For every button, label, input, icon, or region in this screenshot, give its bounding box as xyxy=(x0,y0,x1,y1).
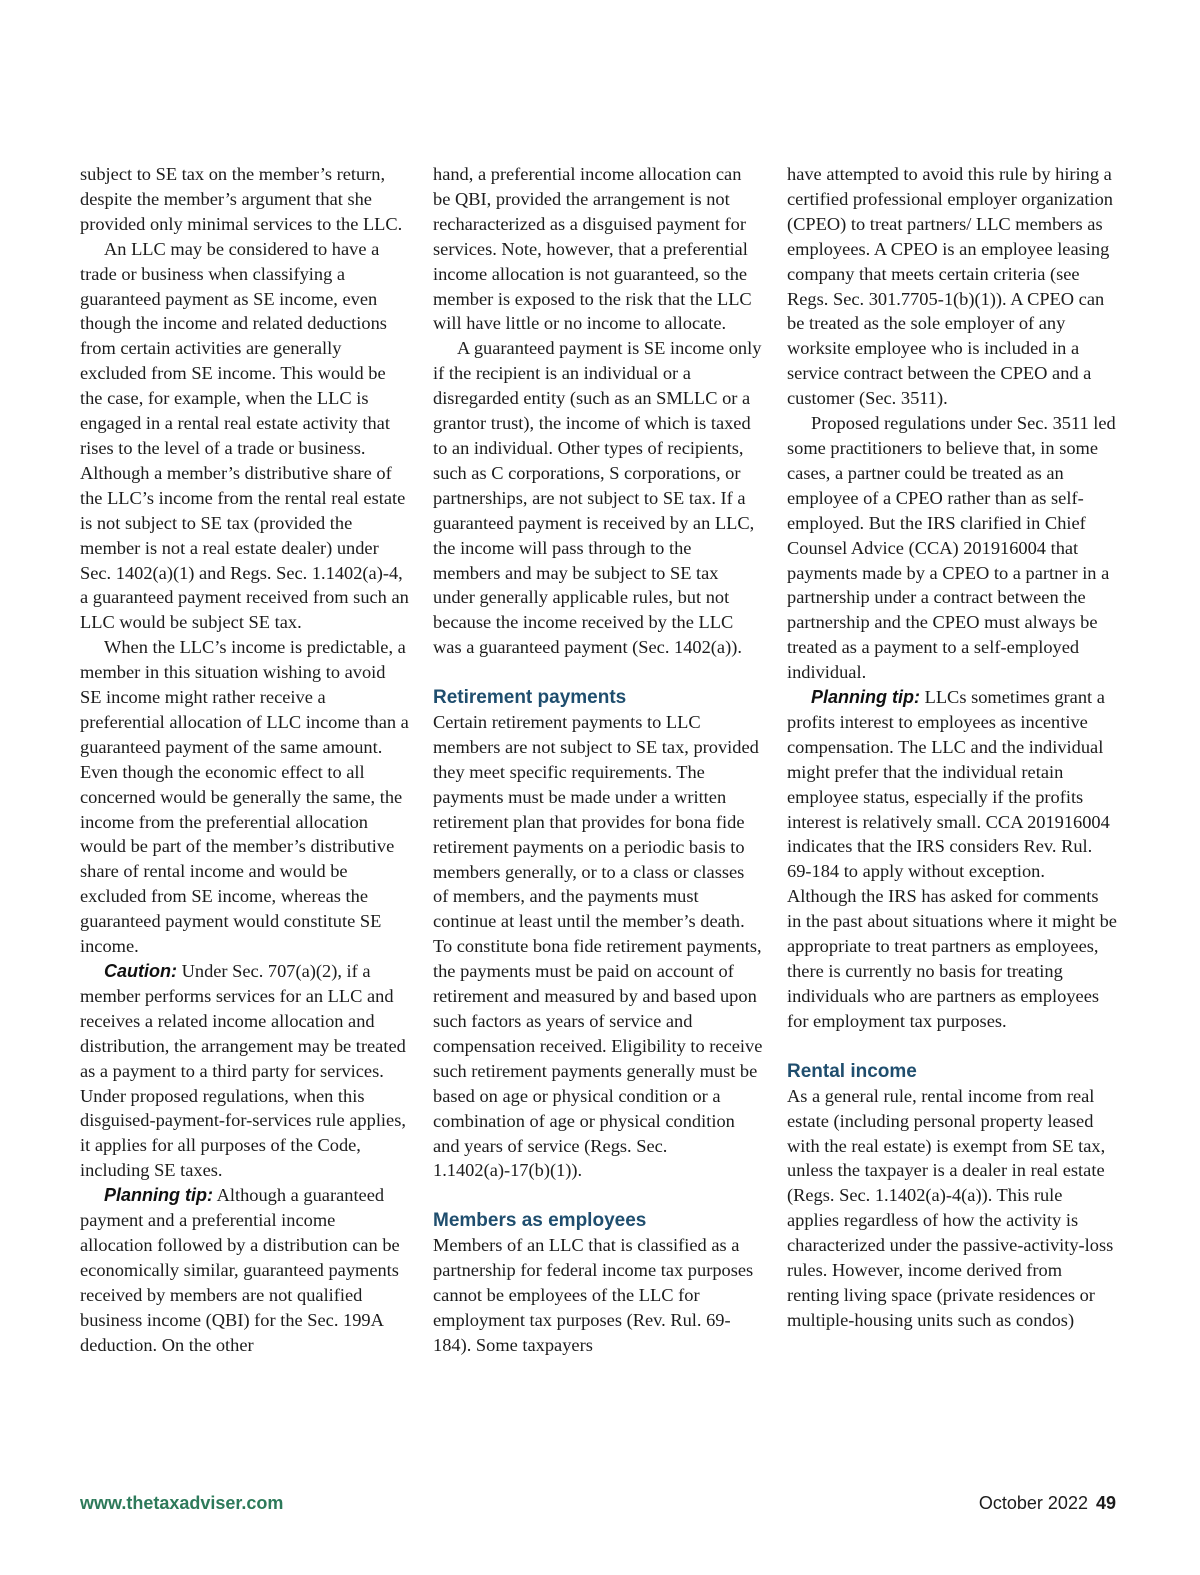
footer-website-link[interactable]: www.thetaxadviser.com xyxy=(80,1493,284,1513)
paragraph: Certain retirement payments to LLC members are not subject to SE tax, provided they meet specific requirements. The payments must be made under a written retirement plan that provides for bona fide retirement payments on a periodic basis to members generally, or to a class or classes of members, and the payments must continue at least until the member’s death. To constitute bona fide retirement payments, the payments must be paid on account of retirement and measured by and based upon such factors as years of service and compensation received. Eligibility to receive such retirement payments generally must be based on age or physical condition or a combination of age or physical condition and years of service (Regs. Sec. 1.1402(a)-17(b)(1)). xyxy=(433,712,763,1181)
section-heading-rental-income: Rental income xyxy=(787,1060,917,1082)
paragraph: As a general rule, rental income from real estate (including personal property leased with the real estate) is exempt from SE tax, unless the taxpayer is a dealer in real estate (Regs. Sec. 1.1402(a)-4(a)). This rule applies regardless of how the activity is characterized under the passive-activity-loss rules. However, income derived from renting living space (private residences or multiple-housing units such as condos) xyxy=(787,1085,1114,1330)
paragraph: hand, a preferential income allocation can be QBI, provided the arrangement is not recharacterized as a disguised payment for services. Note, however, that a preferential income allocation is not guaranteed, so the member is exposed to the risk that the LLC will have little or no income to allocate. xyxy=(433,164,752,334)
paragraph-caution xyxy=(80,959,410,1183)
paragraph-text: Under Sec. 707(a)(2), if a member performs services for an LLC and receives a related income allocation and distribution, the arrangement may be treated as a payment to a third party for services. Under proposed regulations, when this disguised-payment-for-services rule applies, it applies for all purposes of the Code, including SE taxes. xyxy=(80,961,406,1181)
paragraph: When the LLC’s income is predictable, a member in this situation wishing to avoid SE income might rather receive a preferential allocation of LLC income than a guaranteed payment of the same amount. Even though the economic effect to all concerned would be generally the same, the income from the preferential allocation would be part of the member’s distributive share of rental income and would be excluded from SE income, whereas the guaranteed payment would constitute SE income. xyxy=(80,637,409,957)
paragraph-planning-tip xyxy=(787,685,1117,1034)
footer-issue-info xyxy=(979,1493,1116,1514)
paragraph: subject to SE tax on the member’s return, despite the member’s argument that she provided only minimal services to the LLC. xyxy=(80,164,403,234)
section-heading-retirement-payments: Retirement payments xyxy=(433,687,627,709)
column-1 xyxy=(80,162,410,1358)
paragraph-text: LLCs sometimes grant a profits interest to employees as incentive compensation. The LLC and the individual might prefer that the individual retain employee status, especially if the profits interest is relatively small. CCA 201916004 indicates that the IRS considers Rev. Rul. 69-184 to apply without exception. Although the IRS has asked for comments in the past about situations where it might be appropriate to treat partners as employees, there is currently no basis for treating individuals who are partners as employees for employment tax purposes. xyxy=(787,687,1117,1031)
planning-tip-lead: Planning tip: xyxy=(104,1185,213,1206)
paragraph: A guaranteed payment is SE income only if the recipient is an individual or a disregarded entity (such as an SMLLC or a grantor trust), the income of which is taxed to an individual. Other types of recipients, such as C corporations, S corporations, or partnerships, are not subject to SE tax. If a guaranteed payment is received by an LLC, the income will pass through to the members and may be subject to SE tax under generally applicable rules, but not because the income received by the LLC was a guaranteed payment (Sec. 1402(a)). xyxy=(433,338,762,658)
column-2 xyxy=(433,162,763,1358)
paragraph: Members of an LLC that is classified as a partnership for federal income tax purposes cannot be employees of the LLC for employment tax purposes (Rev. Rul. 69-184). Some taxpayers xyxy=(433,1235,754,1355)
page-number: 49 xyxy=(1095,1493,1116,1513)
paragraph: have attempted to avoid this rule by hiring a certified professional employer organization (CPEO) to treat partners/ LLC members as employees. A CPEO is an employee leasing company that meets certain criteria (see Regs. Sec. 301.7705-1(b)(1)). A CPEO can be treated as the sole employer of any worksite employee who is included in a service contract between the CPEO and a customer (Sec. 3511). xyxy=(787,164,1113,409)
issue-date: October 2022 xyxy=(978,1493,1088,1513)
column-3 xyxy=(787,162,1117,1333)
section-heading-members-as-employees: Members as employees xyxy=(433,1210,647,1232)
paragraph-text: Although a guaranteed payment and a preferential income allocation followed by a distribution can be economically similar, guaranteed payments received by members are not qualified business income (QBI) for the Sec. 199A deduction. On the other xyxy=(80,1185,400,1355)
paragraph-planning-tip xyxy=(80,1183,410,1357)
planning-tip-lead: Planning tip: xyxy=(811,687,920,708)
caution-lead: Caution: xyxy=(104,961,177,981)
paragraph: An LLC may be considered to have a trade or business when classifying a guaranteed payment as SE income, even though the income and related deductions from certain activities are generally excluded from SE income. This would be the case, for example, when the LLC is engaged in a rental real estate activity that rises to the level of a trade or business. Although a member’s distributive share of the LLC’s income from the rental real estate is not subject to SE tax (provided the member is not a real estate dealer) under Sec. 1402(a)(1) and Regs. Sec. 1.1402(a)-4, a guaranteed payment received from such an LLC would be subject SE tax. xyxy=(80,238,409,633)
paragraph: Proposed regulations under Sec. 3511 led some practitioners to believe that, in some cases, a partner could be treated as an employee of a CPEO rather than as self-employed. But the IRS clarified in Chief Counsel Advice (CCA) 201916004 that payments made by a CPEO to a partner in a partnership under a contract between the partnership and the CPEO must always be treated as a payment to a self-employed individual. xyxy=(787,413,1116,683)
